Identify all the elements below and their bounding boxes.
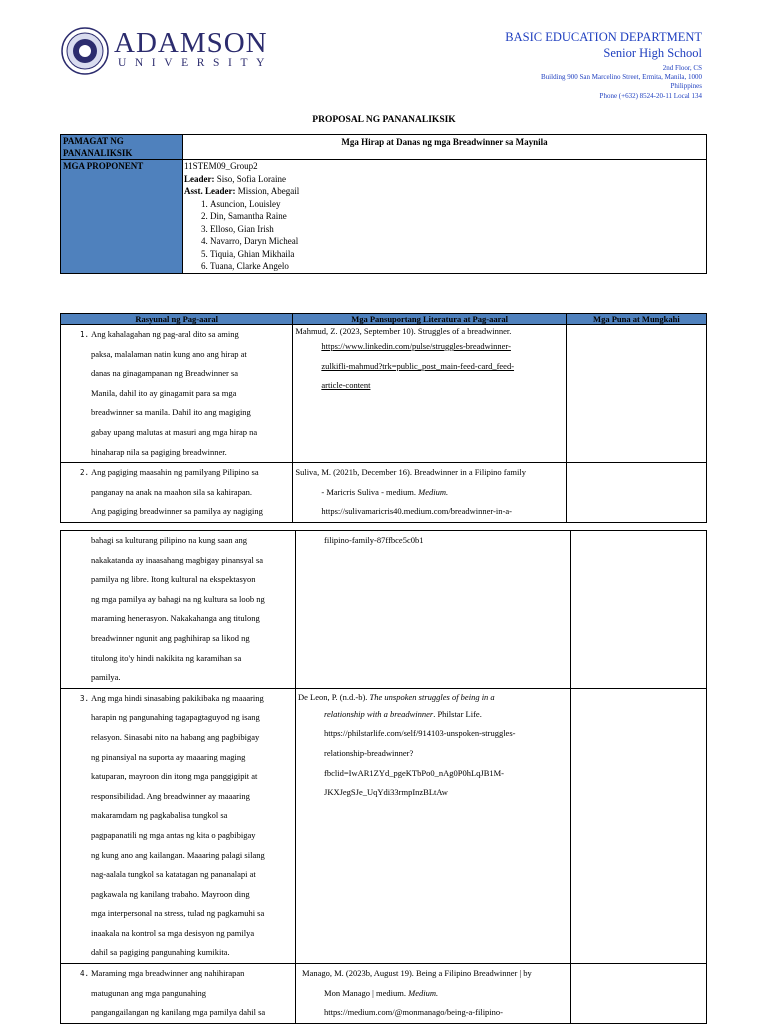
citation-italic: Medium. — [418, 486, 449, 497]
rasyunal-cell — [61, 531, 296, 689]
rasyunal-line: titulong ito'y hindi nakikita ng karamihan sa — [91, 652, 242, 663]
leader-name: Siso, Sofia Loraine — [216, 173, 286, 184]
phone-line: Phone (+632) 8524-20-11 Local 134 — [599, 92, 702, 100]
rasyunal-line: pamilya. — [91, 672, 121, 683]
rasyunal-line: maraming henerasyon. Nakakahanga ang titulong — [91, 613, 260, 624]
member-item: 3. Elloso, Gian Irish — [210, 223, 706, 236]
research-title: Mga Hirap at Danas ng mga Breadwinner sa Maynila — [183, 135, 707, 160]
rasyunal-line: bahagi sa kulturang pilipino na kung saan ang — [91, 535, 248, 545]
school-name: Senior High School — [603, 46, 702, 60]
citation-italic: Medium. — [408, 987, 439, 998]
rasyunal-line: pamilya ng libre. Itong kultural na ekspektasyon — [91, 574, 256, 585]
rasyunal-line: matugunan ang mga pangunahing — [91, 987, 206, 998]
rasyunal-line: responsibilidad. Ang breadwinner ay maaaring — [91, 790, 250, 801]
asst-leader-label: Asst. Leader: — [184, 186, 236, 196]
citation-part: - Maricris Suliva - medium. — [321, 486, 417, 497]
citation-link[interactable]: article-content — [321, 380, 371, 391]
literatura-cell — [296, 688, 571, 963]
rasyunal-line: gabay upang malutas at masuri ang mga hirap na — [91, 426, 258, 437]
document-title: PROPOSAL NG PANANALIKSIK — [312, 115, 456, 125]
citation-italic: The unspoken struggles of being in a — [369, 691, 495, 702]
puna-cell — [571, 688, 707, 963]
puna-cell — [571, 531, 707, 689]
member-list — [184, 198, 706, 273]
rasyunal-line: relasyon. Sinasabi nito na habang ang pagbibigay — [91, 731, 260, 742]
rasyunal-cell — [61, 463, 293, 523]
rasyunal-line: Maraming mga breadwinner ang nahihirapan — [91, 968, 245, 979]
table-row — [61, 463, 707, 523]
asst-leader-name: Mission, Abegail — [237, 186, 300, 196]
citation-part: Mon Manago | medium. — [324, 987, 406, 998]
rasyunal-line: breadwinner sa manila. Dahil ito ang magiging — [91, 407, 251, 418]
literatura-cell — [293, 325, 566, 463]
rasyunal-line: panganay na anak na maahon sila sa kahirapan. — [91, 486, 252, 497]
citation-text: Mahmud, Z. (2023, September 10). Struggles of a breadwinner. — [295, 326, 512, 336]
citation-part: De Leon, P. (n.d.-b). — [298, 691, 368, 702]
citation-text — [295, 483, 563, 503]
table-row — [61, 964, 707, 1024]
header-rasyunal: Rasyunal ng Pag-aaral — [61, 314, 293, 325]
rasyunal-line: Ang pagiging breadwinner sa pamilya ay nagiging — [91, 506, 263, 517]
citation-text — [298, 984, 568, 1004]
citation-link[interactable]: fbclid=IwAR1ZYd_pgeKTbPo0_nAg0P0hLqJB1M- — [324, 767, 504, 778]
rasyunal-cell — [61, 325, 293, 463]
section-code: 11STEM09_Group2 — [184, 161, 258, 171]
citation-text: Manago, M. (2023b, August 19). Being a Filipino Breadwinner | by — [302, 968, 532, 979]
university-seal-icon — [60, 26, 110, 76]
citation-part: . Philstar Life. — [433, 708, 482, 719]
puna-cell — [566, 463, 706, 523]
member-item: 4. Navarro, Daryn Micheal — [210, 235, 706, 248]
rasyunal-line: nag-aalala tungkol sa katatagan ng pananalapi at — [91, 869, 256, 880]
rationale-table-part-2 — [60, 530, 707, 1024]
address-line-2: Building 900 San Marcelino Street, Ermita, Manila, 1000 — [541, 73, 702, 81]
rasyunal-line: ng pinansiyal na suporta ay maaaring maging — [91, 751, 246, 762]
rasyunal-line: mga interpersonal na stress, tulad ng pagkamuhi sa — [91, 908, 265, 919]
row-number: 1. — [79, 330, 89, 339]
rationale-table-part-1 — [60, 313, 707, 523]
rasyunal-line: Ang pagiging maasahin ng pamilyang Pilipino sa — [91, 467, 259, 478]
rasyunal-line: danas na ginagampanan ng Breadwinner sa — [91, 368, 239, 379]
citation-text — [298, 705, 568, 725]
citation-text — [298, 689, 568, 705]
rasyunal-line: makaramdam ng pagkabalisa tungkol sa — [91, 810, 228, 821]
rasyunal-line: paksa, malalaman natin kung ano ang hirap at — [91, 348, 247, 359]
department-block — [505, 30, 702, 101]
citation-italic: relationship with a breadwinner — [324, 708, 434, 719]
row-number: 4. — [79, 969, 89, 979]
table-row — [61, 688, 707, 963]
literatura-cell — [296, 531, 571, 689]
rasyunal-line: ng mga pamilya ay bahagi na ng kultura sa loob ng — [91, 593, 265, 604]
rasyunal-line: pagpapanatili ng mga antas ng kita o pagbibigay — [91, 829, 256, 840]
literatura-cell — [293, 463, 566, 523]
citation-link[interactable]: relationship-breadwinner? — [324, 747, 414, 758]
rasyunal-cell — [61, 688, 296, 963]
rasyunal-line: Ang kahalagahan ng pag-aral dito sa aming — [91, 329, 239, 339]
member-item: 1. Asuncion, Louisley — [210, 198, 706, 211]
citation-link[interactable]: zulkifli-mahmud?trk=public_post_main-feed-card_feed- — [321, 360, 515, 371]
citation-link[interactable]: https://sulivamaricris40.medium.com/breadwinner-in-a- — [321, 506, 512, 517]
rasyunal-line: Manila, dahil ito ay ginagamit para sa mga — [91, 387, 237, 398]
asst-leader-line — [184, 185, 706, 198]
citation-link[interactable]: https://www.linkedin.com/pulse/struggles-breadwinner- — [321, 341, 511, 351]
proponent-list — [183, 160, 707, 274]
leader-label: Leader: — [184, 173, 215, 184]
rasyunal-cell — [61, 964, 296, 1024]
citation-text: Suliva, M. (2021b, December 16). Breadwinner in a Filipino family — [295, 467, 526, 478]
puna-cell — [566, 325, 706, 463]
citation-link[interactable]: https://medium.com/@monmanago/being-a-filipino- — [324, 1007, 503, 1018]
citation-link[interactable]: https://philstarlife.com/self/914103-unspoken-struggles- — [324, 728, 516, 739]
university-subtitle: UNIVERSITY — [118, 57, 273, 69]
rasyunal-line: ng kung ano ang kailangan. Maaaring palagi silang — [91, 849, 265, 860]
member-item: 2. Din, Samantha Raine — [210, 210, 706, 223]
member-item: 6. Tuana, Clarke Angelo — [210, 260, 706, 273]
department-name: BASIC EDUCATION DEPARTMENT — [505, 30, 702, 44]
literatura-cell — [296, 964, 571, 1024]
proposal-info-table — [60, 134, 707, 274]
rasyunal-line: harapin ng pangunahing tagapagtaguyod ng isang — [91, 712, 260, 723]
header-puna: Mga Puna at Mungkahi — [566, 314, 706, 325]
citation-link[interactable]: JKXJegSJe_UqYdi33rmpInzBLtAw — [324, 787, 448, 798]
row-number: 2. — [79, 468, 89, 478]
member-item: 5. Tiquia, Ghian Mikhaila — [210, 248, 706, 261]
rasyunal-line: katuparan, mayroon din itong mga panggigipit at — [91, 771, 258, 782]
rasyunal-line: nakakatanda ay inaasahang magbigay pinansyal sa — [91, 554, 264, 565]
rasyunal-line: breadwinner ngunit ang paghihirap sa likod ng — [91, 632, 250, 643]
university-name: ADAMSON — [114, 27, 268, 59]
table-row — [61, 531, 707, 689]
address-line-1: 2nd Floor, CS — [662, 64, 702, 72]
rasyunal-line: dahil sa pagiging pangunahing kumikita. — [91, 947, 230, 958]
row-number: 3. — [79, 693, 89, 703]
title-label: PAMAGAT NG PANANALIKSIK — [61, 135, 183, 160]
rasyunal-line: inaakala na kontrol sa mga desisyon ng pamilya — [91, 927, 255, 938]
university-logo — [60, 26, 273, 76]
header-literatura: Mga Pansuportang Literatura at Pag-aaral — [293, 314, 566, 325]
leader-line — [184, 173, 706, 186]
rasyunal-line: hinaharap nila sa pagiging breadwinner. — [91, 446, 227, 457]
table-row — [61, 325, 707, 463]
rasyunal-line: Ang mga hindi sinasabing pakikibaka ng maaaring — [91, 692, 264, 703]
citation-link[interactable]: filipino-family-87ffbce5c0b1 — [324, 535, 424, 545]
proponent-label: MGA PROPONENT — [61, 160, 183, 274]
puna-cell — [571, 964, 707, 1024]
rasyunal-line: pangangailangan ng kanilang mga pamilya dahil sa — [91, 1007, 266, 1018]
address-line-3: Philippines — [670, 82, 702, 90]
rasyunal-line: pagkawala ng kanilang trabaho. Mayroon ding — [91, 888, 250, 899]
